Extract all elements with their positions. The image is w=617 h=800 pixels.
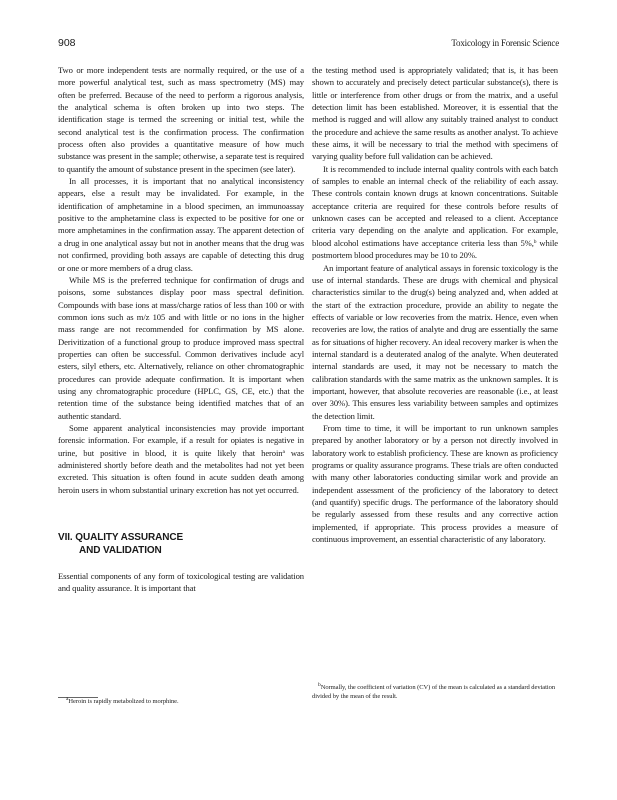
running-title: Toxicology in Forensic Science <box>451 38 559 48</box>
paragraph-text: Some apparent analytical inconsistencies may provide important forensic information. For example, if a result for opiates is negative in urine, but positive in blood, it is quite likely that heroin <box>58 422 304 458</box>
footnote-marker: b <box>533 238 537 245</box>
footnote <box>312 683 558 701</box>
section-heading-line: VII. QUALITY ASSURANCE <box>58 532 184 544</box>
paragraph: Two or more independent tests are normally required, or the use of a more powerful analytical test, such as mass spectrometry (MS) may often be preferred. Because of the need to perform a rigorous analysis, the analytical schema is often broken up into two steps. The identification stage is termed the screening or initial test, while the second analytical test is the confirmation process. The confirmation process often also provides a quantitative measure of how much substance was present in the sample; otherwise, a separate test is required to quantify the amount of substance present in the specimen (see later). <box>58 65 304 174</box>
section-heading <box>58 532 304 557</box>
paragraph: An important feature of analytical assays in forensic toxicology is the use of internal standards. These are drugs with chemical and physical characteristics similar to the drug(s) being analyzed and, when added at the start of the extraction procedure, provide an ability to negate the effects of variable or low recoveries from the matrix. Hence, even when recoveries are low, the ratios of analyte and drug are essentially the same as for situations of higher recovery. An ideal recovery marker is when the internal standard is a deuterated analog of the analyte. When deuterated internal standards are used, it may not be necessary to match the calibration standards with the same matrix as the unknown samples. It is important, however, that absolute recoveries are reasonable (i.e., at least over 30%). This ensures less variability between samples and optimizes the detection limit. <box>312 262 558 421</box>
footnote <box>66 697 296 706</box>
footnote-marker: b <box>318 682 321 688</box>
footnote-marker: a <box>66 696 69 702</box>
paragraph <box>312 163 558 262</box>
paragraph-text: It is recommended to include internal quality controls with each batch of samples to enable an internal check of the reliability of each assay. These controls contain known drugs at known concentrations. Suitable acceptance criteria are required for these controls before results of unknown cases can be accepted and released to a client. Acceptance criteria vary depending on the analyte and application. For example, blood alcohol estimations have acceptance criteria less than 5%, <box>312 163 558 248</box>
paragraph-text: was administered shortly before death and the metabolites had not yet been excreted. This situation is often found in acute sudden death among heroin users in whom substantial urinary excretion has not yet occurred. <box>58 447 304 495</box>
paragraph: the testing method used is appropriately validated; that is, it has been shown to accurately and precisely detect particular substance(s), there is little or interference from other drugs or from the matrix, and a useful detection limit has been established. Moreover, it is essential that the method is rugged and will allow any suitably trained analyst to conduct the procedure and achieve the same results as another analyst. To achieve these aims, it will be necessary to trial the method with specimens of varying quality before full validation can be achieved. <box>312 65 558 162</box>
paragraph <box>58 422 304 496</box>
paragraph: While MS is the preferred technique for confirmation of drugs and poisons, some substances display poor mass spectral definition. Compounds with base ions at mass/charge ratios of less than 100 or with common ions such as m/z 105 and with little or no ions in the higher mass range are not recommended for confirmation by MS alone. Derivitization of a functional group to produce improved mass spectral properties can often be successful. Common derivatives include acyl esters, silyl ethers, etc. Alternatively, reliance on other chromatographic procedures can provide adequate confirmation. It is important when using any chromatographic procedure (HPLC, GS, CE, etc.) that the retention time of the substance being identified matches that of an authentic standard. <box>58 274 304 421</box>
paragraph-text: while postmortem blood procedures may be 10 to 20%. <box>312 237 558 261</box>
paragraph: From time to time, it will be important to run unknown samples prepared by another laboratory or by a person not directly involved in laboratory work to establish proficiency. These are known as proficiency programs or quality assurance programs. These trials are often conducted with many other laboratories conducting similar work and provide an independent assessment of the proficiency of the laboratory to detect (and quantify) specific drugs. The performance of the laboratory should be regularly assessed from these results and any corrective action implemented, if appropriate. This process provides a measure of continuous improvement, an essential characteristic of any laboratory. <box>312 422 558 545</box>
paragraph: Essential components of any form of toxicological testing are validation and quality assurance. It is important that <box>58 571 304 594</box>
footnote-marker: a <box>282 448 285 455</box>
footnote-text: Heroin is rapidly metabolized to morphine. <box>68 698 179 705</box>
right-column <box>312 64 558 545</box>
left-column <box>58 64 304 595</box>
paragraph: In all processes, it is important that no analytical inconsistency appears, else a result may be invalidated. For example, in the identification of amphetamine in a blood specimen, an immunoassay positive to the amphetamine class is expected to be positive for one or more amphetamines in the confirmation assay. The apparent detection of a drug in one analytical assay but not in another means that the drug was not confirmed, providing both assays are capable of detecting this drug or one or more members of a drug class. <box>58 176 304 273</box>
footnote-text: Normally, the coefficient of variation (CV) of the mean is calculated as a standard deviation divided by the mean of the result. <box>312 684 556 700</box>
page-number: 908 <box>58 37 76 49</box>
section-heading-line: AND VALIDATION <box>79 544 162 556</box>
